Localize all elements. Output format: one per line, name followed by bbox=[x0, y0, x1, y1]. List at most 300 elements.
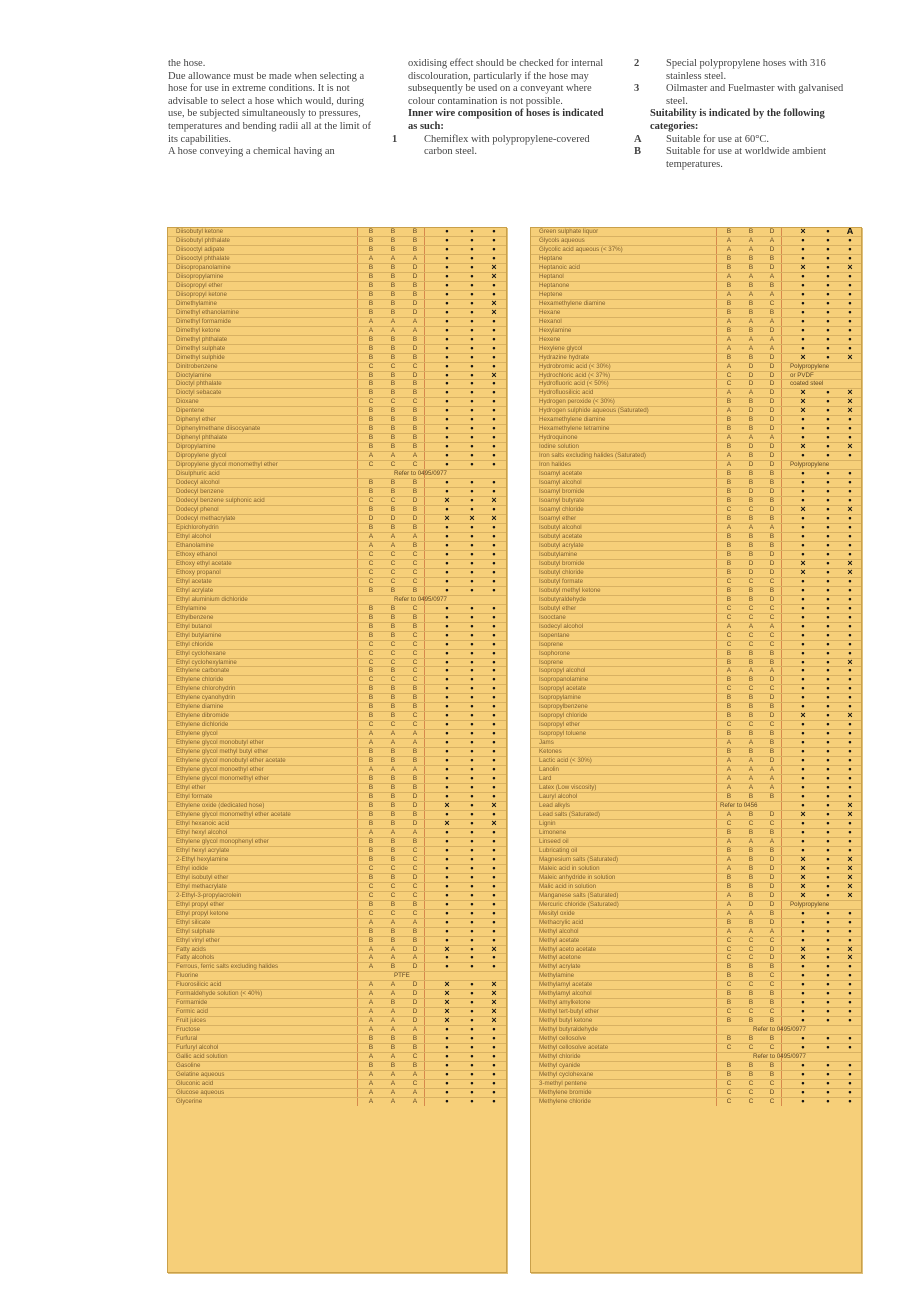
wire-mark: • bbox=[492, 586, 496, 595]
wire-mark: • bbox=[826, 470, 830, 479]
chemical-name: Ethyl chloride bbox=[176, 640, 214, 648]
wire-mark: • bbox=[826, 864, 830, 873]
table-row bbox=[168, 551, 506, 560]
wire-mark: • bbox=[801, 245, 805, 254]
rating-cell: B bbox=[412, 927, 418, 935]
rating-cell: C bbox=[368, 550, 374, 558]
table-row bbox=[168, 354, 506, 363]
table-row bbox=[168, 811, 506, 820]
table-row bbox=[531, 892, 861, 901]
rating-cell: C bbox=[368, 559, 374, 567]
table-row bbox=[168, 928, 506, 937]
rating-cell: A bbox=[368, 317, 374, 325]
chemical-name: Methyl aceto acetate bbox=[539, 945, 597, 953]
rating-cell: D bbox=[769, 757, 775, 765]
wire-mark: • bbox=[445, 694, 449, 703]
table-row bbox=[531, 1008, 861, 1017]
wire-mark: • bbox=[801, 927, 805, 936]
wire-mark: • bbox=[470, 712, 474, 721]
wire-mark: • bbox=[492, 649, 496, 658]
wire-mark: • bbox=[492, 963, 496, 972]
rating-cell: B bbox=[769, 281, 775, 289]
wire-mark: • bbox=[445, 604, 449, 613]
rating-cell: B bbox=[368, 631, 374, 639]
wire-mark: • bbox=[826, 299, 830, 308]
rating-cell: B bbox=[748, 649, 754, 657]
wire-mark: × bbox=[800, 954, 806, 963]
chemical-name: Dimethyl sulphide bbox=[176, 353, 225, 361]
rating-cell: A bbox=[748, 290, 754, 298]
rating-cell: D bbox=[412, 981, 418, 989]
chemical-name: Fluorine bbox=[176, 972, 199, 980]
wire-mark: • bbox=[848, 245, 852, 254]
rating-cell: D bbox=[412, 999, 418, 1007]
table-row bbox=[531, 1080, 861, 1089]
wire-mark: • bbox=[470, 263, 474, 272]
rating-cell: B bbox=[748, 846, 754, 854]
rating-cell: C bbox=[748, 819, 754, 827]
wire-mark: • bbox=[801, 452, 805, 461]
reference-note: Refer to 0495/0977 bbox=[394, 470, 447, 478]
wire-mark: • bbox=[848, 416, 852, 425]
column-divider bbox=[424, 300, 425, 308]
chemical-name: Dimethyl formamide bbox=[176, 317, 232, 325]
rating-cell: B bbox=[368, 837, 374, 845]
wire-mark: × bbox=[800, 873, 806, 882]
column-divider bbox=[357, 605, 358, 613]
column-divider bbox=[716, 721, 717, 729]
column-divider bbox=[716, 856, 717, 864]
rating-cell: B bbox=[748, 416, 754, 424]
wire-mark: • bbox=[826, 353, 830, 362]
column-divider bbox=[716, 641, 717, 649]
wire-mark: • bbox=[826, 819, 830, 828]
wire-mark: • bbox=[826, 541, 830, 550]
column-divider bbox=[716, 757, 717, 765]
rating-cell: B bbox=[726, 846, 732, 854]
wire-mark: • bbox=[826, 497, 830, 506]
column-divider bbox=[424, 1089, 425, 1097]
table-row bbox=[531, 1026, 861, 1035]
rating-cell: D bbox=[769, 416, 775, 424]
table-row bbox=[531, 712, 861, 721]
table-row bbox=[531, 883, 861, 892]
wire-mark: • bbox=[492, 362, 496, 371]
table-row bbox=[168, 255, 506, 264]
rating-cell: D bbox=[748, 380, 754, 388]
column-divider bbox=[424, 946, 425, 954]
rating-cell: A bbox=[368, 254, 374, 262]
column-divider bbox=[357, 892, 358, 900]
wire-mark: • bbox=[848, 730, 852, 739]
table-row bbox=[168, 434, 506, 443]
column-divider bbox=[781, 578, 782, 586]
rating-cell: B bbox=[748, 228, 754, 235]
rating-cell: B bbox=[748, 470, 754, 478]
chemical-name: Isopropanolamine bbox=[539, 676, 589, 684]
rating-cell: D bbox=[412, 263, 418, 271]
rating-cell: D bbox=[412, 1008, 418, 1016]
rating-cell: C bbox=[412, 631, 418, 639]
rating-cell: B bbox=[368, 506, 374, 514]
rating-cell: B bbox=[726, 254, 732, 262]
column-divider bbox=[716, 892, 717, 900]
table-row bbox=[168, 596, 506, 605]
table-row bbox=[168, 291, 506, 300]
wire-mark: • bbox=[470, 613, 474, 622]
table-row bbox=[168, 497, 506, 506]
rating-cell: A bbox=[769, 622, 775, 630]
column-divider bbox=[716, 542, 717, 550]
rating-cell: A bbox=[748, 245, 754, 253]
wire-mark: × bbox=[800, 353, 806, 362]
table-row bbox=[531, 1071, 861, 1080]
chemical-name: Isobutyraldehyde bbox=[539, 595, 587, 603]
column-divider bbox=[424, 551, 425, 559]
chemical-name: Glycols aqueous bbox=[539, 236, 585, 244]
column-divider bbox=[716, 990, 717, 998]
rating-cell: B bbox=[769, 990, 775, 998]
wire-mark: • bbox=[848, 425, 852, 434]
wire-mark: • bbox=[492, 1053, 496, 1062]
wire-mark: × bbox=[469, 515, 475, 523]
table-row bbox=[531, 264, 861, 273]
wire-mark: × bbox=[800, 263, 806, 272]
column-divider bbox=[781, 380, 782, 388]
wire-mark: • bbox=[492, 1080, 496, 1089]
chemical-name: Ethyl methacrylate bbox=[176, 882, 227, 890]
wire-mark: × bbox=[847, 882, 853, 891]
rating-cell: B bbox=[390, 416, 396, 424]
chemical-name: Isopropyl toluene bbox=[539, 730, 587, 738]
wire-mark: × bbox=[800, 389, 806, 398]
chemical-name: Limonene bbox=[539, 828, 567, 836]
rating-cell: B bbox=[726, 532, 732, 540]
wire-mark: • bbox=[492, 523, 496, 532]
rating-cell: C bbox=[412, 461, 418, 469]
rating-cell: B bbox=[726, 398, 732, 406]
wire-mark: × bbox=[491, 272, 497, 281]
wire-mark: • bbox=[826, 981, 830, 990]
rating-cell: A bbox=[726, 245, 732, 253]
rating-cell: B bbox=[368, 263, 374, 271]
rating-cell: B bbox=[368, 335, 374, 343]
column-divider bbox=[781, 246, 782, 254]
rating-cell: C bbox=[769, 299, 775, 307]
column-divider bbox=[357, 694, 358, 702]
chemical-name: Methyl acetate bbox=[539, 936, 580, 944]
rating-cell: C bbox=[412, 882, 418, 890]
rating-cell: A bbox=[748, 389, 754, 397]
chemical-name: Isoamyl bromide bbox=[539, 488, 585, 496]
wire-mark: × bbox=[800, 568, 806, 577]
table-row bbox=[168, 1098, 506, 1106]
table-row bbox=[168, 892, 506, 901]
rating-cell: D bbox=[412, 272, 418, 280]
table-row bbox=[168, 972, 506, 981]
table-row bbox=[531, 757, 861, 766]
rating-cell: A bbox=[769, 290, 775, 298]
rating-cell: C bbox=[726, 640, 732, 648]
table-row bbox=[531, 632, 861, 641]
rating-cell: D bbox=[769, 425, 775, 433]
wire-mark: • bbox=[848, 541, 852, 550]
chemical-name: Gelatine aqueous bbox=[176, 1071, 225, 1079]
column-divider bbox=[716, 694, 717, 702]
rating-cell: C bbox=[726, 1080, 732, 1088]
rating-cell: B bbox=[368, 667, 374, 675]
rating-cell: B bbox=[368, 810, 374, 818]
rating-cell: B bbox=[412, 703, 418, 711]
rating-cell: B bbox=[390, 479, 396, 487]
table-row bbox=[531, 667, 861, 676]
wire-mark: • bbox=[826, 308, 830, 317]
column-divider bbox=[357, 739, 358, 747]
rating-cell: A bbox=[368, 1089, 374, 1096]
rating-cell: A bbox=[726, 236, 732, 244]
column-divider bbox=[781, 999, 782, 1007]
chemical-name: Glycolic acid aqueous (< 37%) bbox=[539, 245, 623, 253]
rating-cell: B bbox=[748, 748, 754, 756]
rating-cell: A bbox=[769, 523, 775, 531]
chemical-name: Diphenyl phthalate bbox=[176, 434, 228, 442]
table-row bbox=[168, 515, 506, 524]
wire-mark: × bbox=[491, 371, 497, 380]
wire-mark: • bbox=[492, 380, 496, 389]
wire-mark: • bbox=[445, 613, 449, 622]
column-divider bbox=[424, 488, 425, 496]
column-divider bbox=[716, 999, 717, 1007]
rating-cell: A bbox=[726, 344, 732, 352]
rating-cell: B bbox=[412, 757, 418, 765]
wire-mark: • bbox=[801, 586, 805, 595]
wire-mark: • bbox=[445, 380, 449, 389]
chemical-name: Dinitrobenzene bbox=[176, 362, 218, 370]
wire-mark: • bbox=[492, 784, 496, 793]
wire-mark: × bbox=[444, 999, 450, 1008]
rating-cell: A bbox=[748, 766, 754, 774]
chemical-name: Isobutyl chloride bbox=[539, 568, 584, 576]
wire-mark: × bbox=[444, 945, 450, 954]
chemical-name: Green sulphate liquor bbox=[539, 228, 599, 235]
column-divider bbox=[357, 641, 358, 649]
table-row bbox=[168, 650, 506, 659]
rating-cell: C bbox=[769, 685, 775, 693]
column-divider bbox=[716, 533, 717, 541]
rating-cell: B bbox=[726, 443, 732, 451]
rating-cell: B bbox=[748, 532, 754, 540]
wire-mark: • bbox=[826, 434, 830, 443]
chemical-name: Hexylamine bbox=[539, 326, 572, 334]
column-divider bbox=[781, 650, 782, 658]
rating-cell: A bbox=[390, 1053, 396, 1061]
rating-cell: B bbox=[748, 497, 754, 505]
chemical-name: Isopropyl ether bbox=[539, 721, 580, 729]
rating-cell: B bbox=[390, 272, 396, 280]
wire-mark: • bbox=[848, 748, 852, 757]
wire-mark: • bbox=[801, 667, 805, 676]
table-row bbox=[168, 847, 506, 856]
table-row bbox=[531, 407, 861, 416]
rating-cell: A bbox=[726, 335, 732, 343]
rating-cell: C bbox=[726, 1008, 732, 1016]
wire-mark: • bbox=[801, 290, 805, 299]
wire-mark: • bbox=[801, 775, 805, 784]
table-row bbox=[531, 748, 861, 757]
column-divider bbox=[781, 372, 782, 380]
rating-cell: C bbox=[748, 685, 754, 693]
table-row bbox=[531, 1053, 861, 1062]
rating-cell: B bbox=[412, 541, 418, 549]
table-row bbox=[168, 730, 506, 739]
rating-cell: B bbox=[748, 676, 754, 684]
wire-mark: • bbox=[470, 604, 474, 613]
wire-mark: • bbox=[826, 479, 830, 488]
column-divider bbox=[424, 309, 425, 317]
rating-cell: C bbox=[748, 506, 754, 514]
wire-mark: • bbox=[826, 712, 830, 721]
rating-cell: C bbox=[769, 577, 775, 585]
rating-cell: D bbox=[748, 443, 754, 451]
wire-mark: • bbox=[801, 963, 805, 972]
rating-cell: A bbox=[368, 766, 374, 774]
wire-mark: • bbox=[848, 1044, 852, 1053]
wire-mark: • bbox=[801, 416, 805, 425]
column-divider bbox=[357, 407, 358, 415]
wire-mark: • bbox=[492, 290, 496, 299]
wire-mark: • bbox=[801, 999, 805, 1008]
column-divider bbox=[781, 1089, 782, 1097]
wire-mark: • bbox=[492, 541, 496, 550]
wire-mark: • bbox=[826, 398, 830, 407]
chemical-name: Ethylene diamine bbox=[176, 703, 224, 711]
wire-mark: • bbox=[826, 532, 830, 541]
wire-mark: • bbox=[826, 658, 830, 667]
column-divider bbox=[716, 1062, 717, 1070]
wire-mark: • bbox=[445, 353, 449, 362]
column-divider bbox=[781, 685, 782, 693]
rating-cell: D bbox=[769, 694, 775, 702]
category-text: Suitable for use at worldwide ambient temperatures. bbox=[666, 146, 827, 170]
wire-mark: • bbox=[848, 595, 852, 604]
chemical-name: Isobutyl bromide bbox=[539, 559, 585, 567]
column-divider bbox=[716, 928, 717, 936]
column-divider bbox=[781, 605, 782, 613]
wire-mark: • bbox=[470, 685, 474, 694]
wire-mark: • bbox=[470, 927, 474, 936]
wire-mark: • bbox=[445, 1026, 449, 1035]
column-divider bbox=[716, 461, 717, 469]
table-row bbox=[531, 937, 861, 946]
table-row bbox=[531, 838, 861, 847]
rating-cell: B bbox=[368, 425, 374, 433]
wire-mark: • bbox=[801, 595, 805, 604]
rating-cell: D bbox=[769, 380, 775, 388]
column-divider bbox=[781, 946, 782, 954]
rating-cell: B bbox=[726, 918, 732, 926]
table-row bbox=[531, 560, 861, 569]
chemical-name: Methyl butyl ketone bbox=[539, 1017, 593, 1025]
column-divider bbox=[424, 398, 425, 406]
column-divider bbox=[424, 515, 425, 523]
table-row bbox=[531, 605, 861, 614]
wire-mark: • bbox=[848, 972, 852, 981]
wire-mark: × bbox=[444, 515, 450, 523]
wire-mark: • bbox=[470, 864, 474, 873]
wire-mark: • bbox=[492, 1062, 496, 1071]
column-divider bbox=[716, 1017, 717, 1025]
wire-mark: • bbox=[848, 308, 852, 317]
table-row bbox=[168, 667, 506, 676]
wire-mark: • bbox=[826, 730, 830, 739]
wire-mark: • bbox=[826, 784, 830, 793]
wire-mark: • bbox=[826, 488, 830, 497]
wire-mark: • bbox=[826, 586, 830, 595]
rating-cell: A bbox=[726, 784, 732, 792]
column-divider bbox=[424, 721, 425, 729]
rating-cell: C bbox=[390, 864, 396, 872]
table-row bbox=[168, 237, 506, 246]
column-divider bbox=[424, 318, 425, 326]
wire-mark: • bbox=[848, 479, 852, 488]
table-row bbox=[531, 497, 861, 506]
chemical-name: Gasoline bbox=[176, 1062, 201, 1070]
column-divider bbox=[716, 479, 717, 487]
rating-cell: B bbox=[368, 900, 374, 908]
rating-cell: B bbox=[368, 479, 374, 487]
rating-cell: B bbox=[390, 748, 396, 756]
table-row bbox=[531, 443, 861, 452]
wire-mark: • bbox=[492, 954, 496, 963]
column-divider bbox=[357, 345, 358, 353]
column-divider bbox=[716, 739, 717, 747]
rating-cell: B bbox=[368, 371, 374, 379]
chemical-name: Ethyl alcohol bbox=[176, 532, 212, 540]
wire-mark: • bbox=[848, 766, 852, 775]
rating-cell: C bbox=[368, 909, 374, 917]
column-divider bbox=[716, 874, 717, 882]
column-divider bbox=[781, 569, 782, 577]
rating-cell: C bbox=[368, 461, 374, 469]
rating-cell: B bbox=[769, 254, 775, 262]
rating-cell: B bbox=[412, 784, 418, 792]
column-divider bbox=[424, 569, 425, 577]
wire-mark: • bbox=[492, 703, 496, 712]
chemical-name: Ethyl propyl ether bbox=[176, 900, 225, 908]
chemical-name: Ethyl vinyl ether bbox=[176, 936, 220, 944]
intro-column-1 bbox=[168, 58, 383, 159]
rating-cell: B bbox=[390, 299, 396, 307]
table-row bbox=[531, 685, 861, 694]
table-row bbox=[168, 641, 506, 650]
rating-cell: B bbox=[748, 891, 754, 899]
wire-mark: • bbox=[801, 936, 805, 945]
rating-cell: D bbox=[412, 873, 418, 881]
wire-item-1 bbox=[392, 133, 608, 159]
wire-item-3 bbox=[634, 83, 850, 108]
rating-cell: B bbox=[412, 335, 418, 343]
wire-mark: • bbox=[445, 272, 449, 281]
wire-mark: • bbox=[445, 326, 449, 335]
wire-mark: • bbox=[826, 281, 830, 290]
wire-mark: • bbox=[848, 236, 852, 245]
chemical-name: Isoprene bbox=[539, 640, 564, 648]
rating-cell: B bbox=[769, 479, 775, 487]
column-divider bbox=[357, 676, 358, 684]
rating-cell: B bbox=[368, 380, 374, 388]
wire-mark: • bbox=[470, 936, 474, 945]
column-divider bbox=[357, 569, 358, 577]
